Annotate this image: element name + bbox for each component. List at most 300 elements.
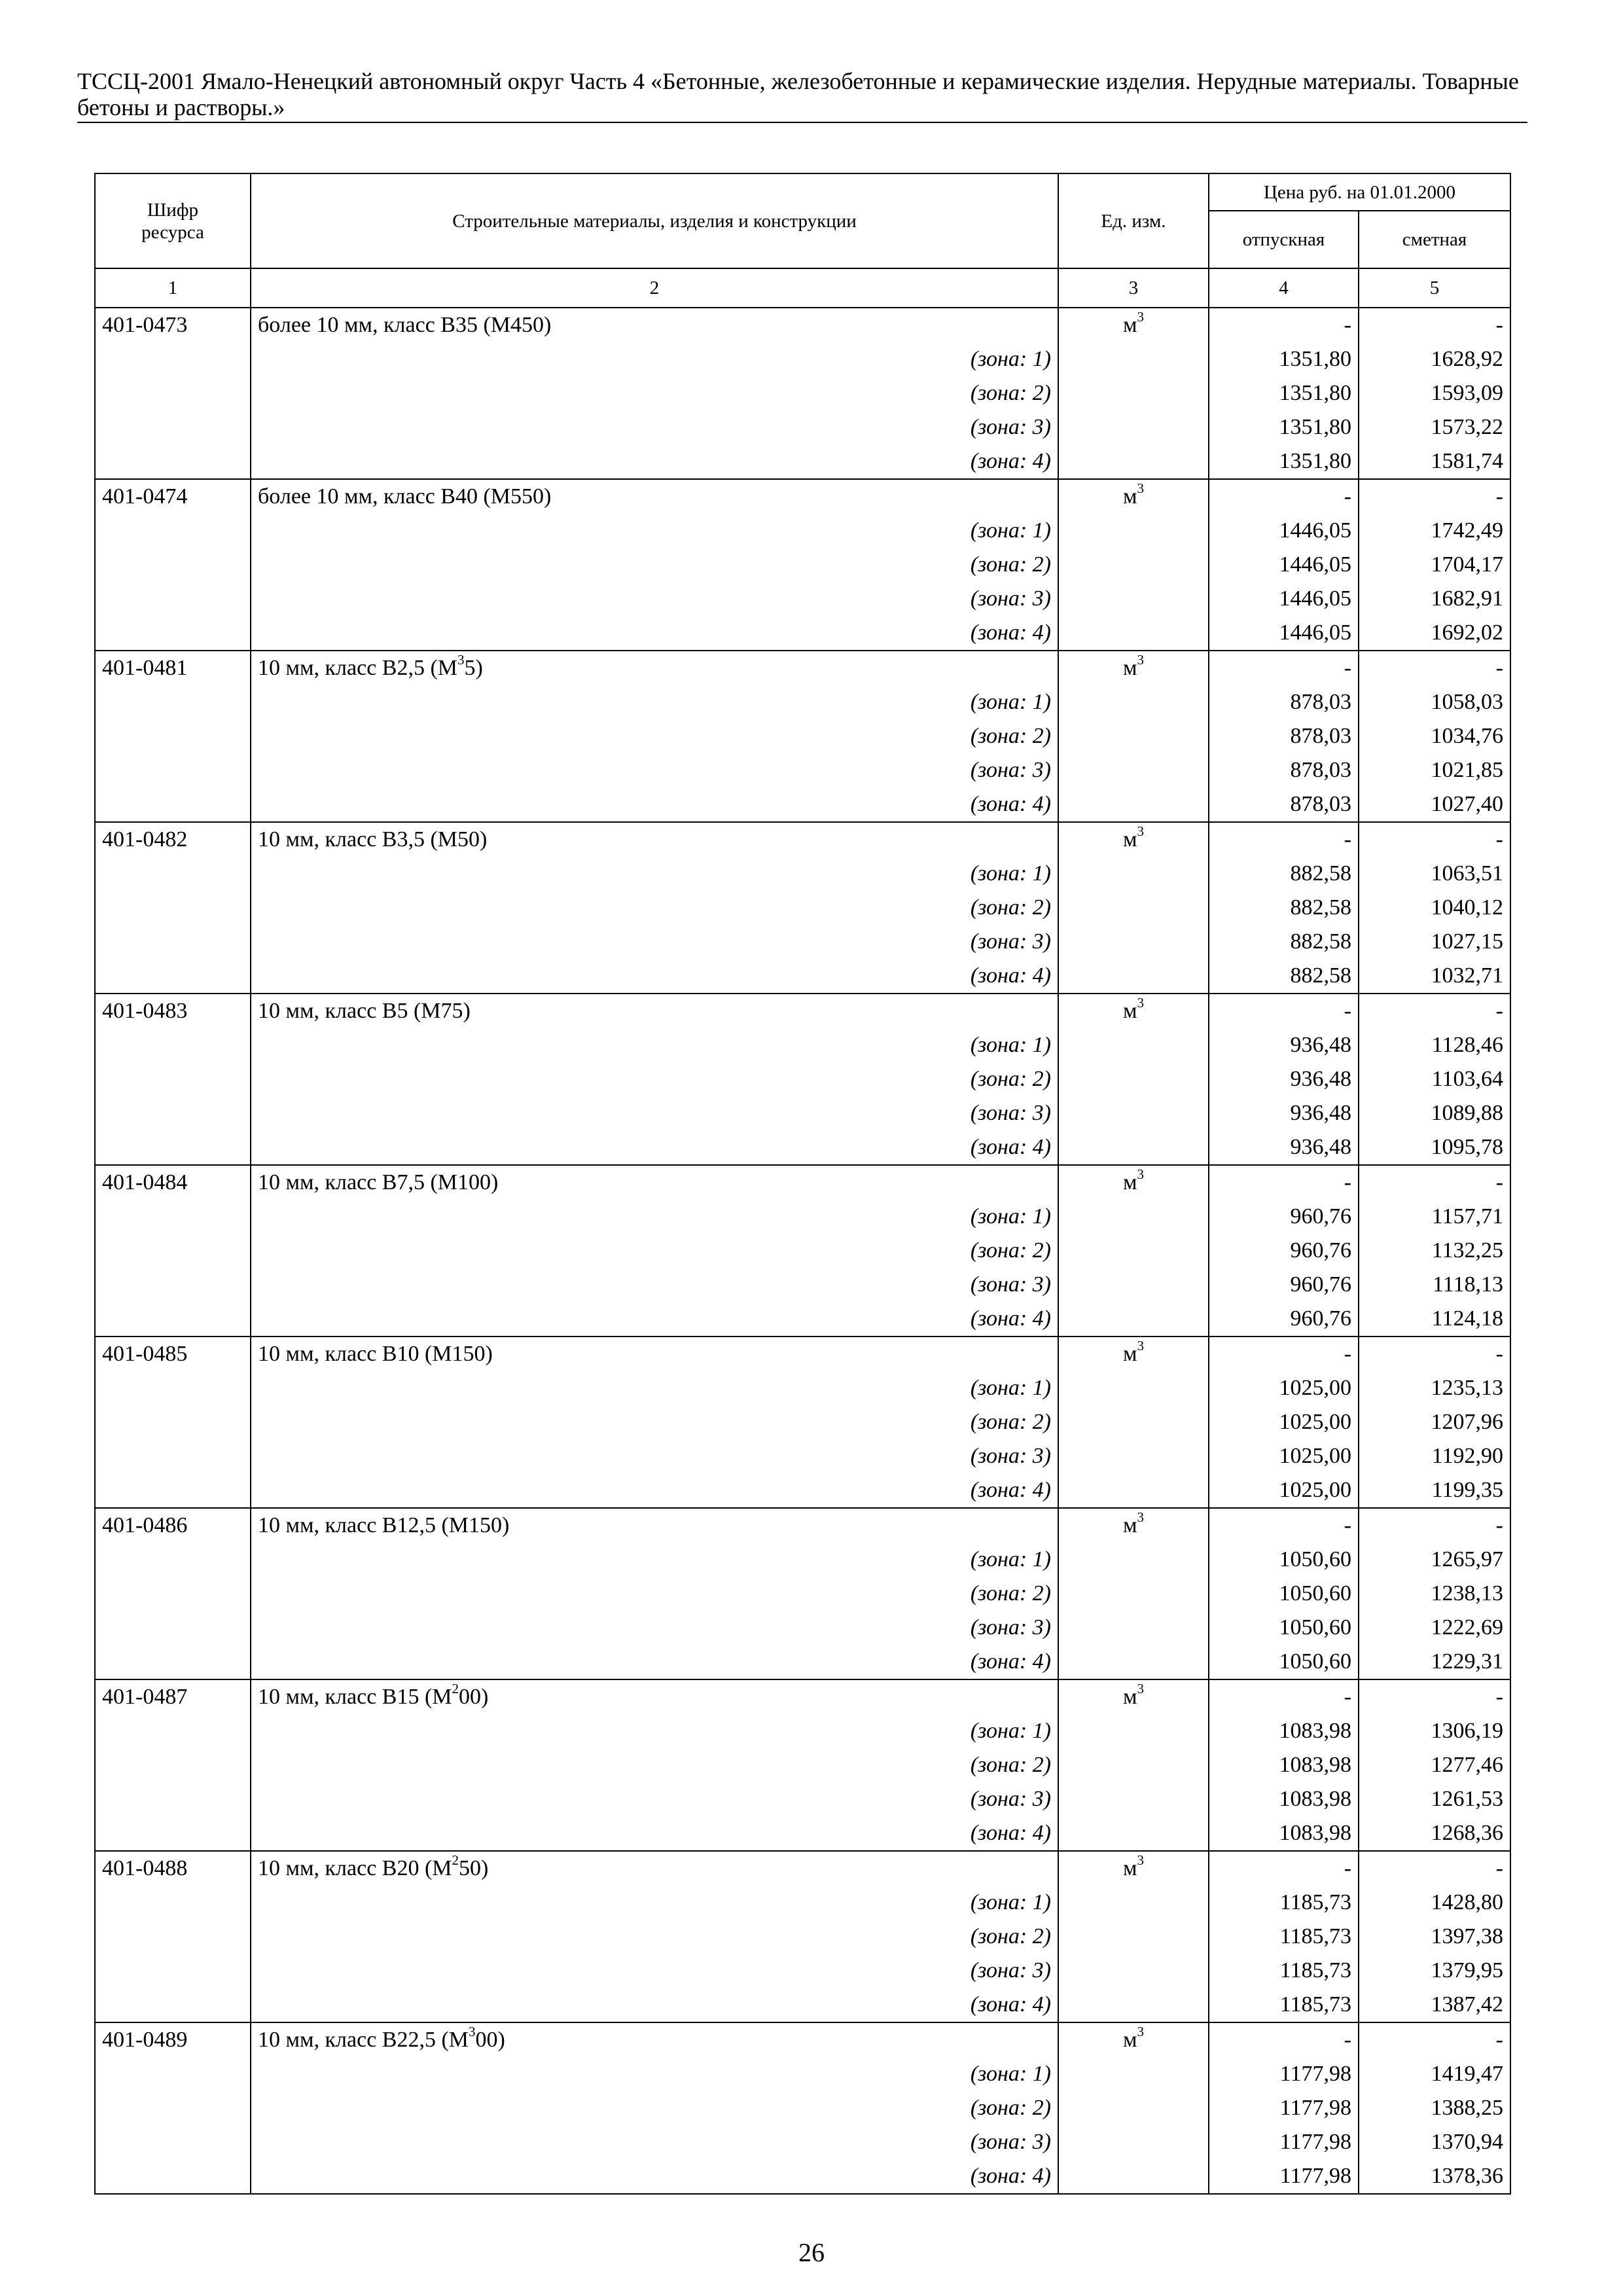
column-number: 5 xyxy=(1359,268,1510,308)
release-price: 1050,60 xyxy=(1209,1611,1359,1645)
zone-row xyxy=(95,1577,1510,1611)
empty-cell xyxy=(95,1028,251,1062)
resource-row xyxy=(95,1165,1510,1200)
unit-cell xyxy=(1058,1851,1209,1886)
estimate-price: 1199,35 xyxy=(1359,1473,1510,1508)
empty-cell xyxy=(95,719,251,753)
estimate-price: 1306,19 xyxy=(1359,1714,1510,1748)
release-price-dash: - xyxy=(1209,1851,1359,1886)
release-price: 1025,00 xyxy=(1209,1405,1359,1439)
zone-row xyxy=(95,376,1510,410)
resource-name-text: 10 мм, класс В22,5 (М xyxy=(258,2028,469,2052)
resource-name-text: 00) xyxy=(475,2028,505,2052)
estimate-price: 1229,31 xyxy=(1359,1645,1510,1679)
release-price-dash: - xyxy=(1209,994,1359,1028)
zone-row xyxy=(95,959,1510,994)
release-price-dash: - xyxy=(1209,1508,1359,1543)
zone-label: (зона: 3) xyxy=(251,753,1058,787)
estimate-price-dash: - xyxy=(1359,1851,1510,1886)
resource-row xyxy=(95,1851,1510,1886)
empty-cell xyxy=(1058,685,1209,719)
release-price: 882,58 xyxy=(1209,925,1359,959)
empty-cell xyxy=(95,891,251,925)
zone-row xyxy=(95,2159,1510,2194)
zone-row xyxy=(95,2125,1510,2159)
resource-name-superscript: 2 xyxy=(452,1680,459,1696)
empty-cell xyxy=(1058,1062,1209,1096)
empty-cell xyxy=(1058,2091,1209,2125)
empty-cell xyxy=(95,1405,251,1439)
estimate-price: 1124,18 xyxy=(1359,1302,1510,1336)
header-divider xyxy=(77,122,1527,123)
release-price: 1446,05 xyxy=(1209,514,1359,548)
release-price: 1177,98 xyxy=(1209,2091,1359,2125)
resource-row xyxy=(95,1679,1510,1714)
unit-cell xyxy=(1058,1508,1209,1543)
resource-code: 401-0485 xyxy=(95,1336,251,1371)
empty-cell xyxy=(95,959,251,994)
release-price: 1177,98 xyxy=(1209,2057,1359,2091)
unit-base: м xyxy=(1122,1685,1137,1709)
estimate-price: 1268,36 xyxy=(1359,1816,1510,1851)
zone-row xyxy=(95,1988,1510,2022)
empty-cell xyxy=(95,1577,251,1611)
release-price-dash: - xyxy=(1209,308,1359,342)
empty-cell xyxy=(95,548,251,582)
estimate-price-dash: - xyxy=(1359,994,1510,1028)
empty-cell xyxy=(95,2159,251,2194)
resource-code: 401-0486 xyxy=(95,1508,251,1543)
zone-label: (зона: 2) xyxy=(251,2091,1058,2125)
estimate-price: 1021,85 xyxy=(1359,753,1510,787)
zone-row xyxy=(95,1096,1510,1130)
zone-row xyxy=(95,787,1510,822)
resource-group xyxy=(95,1336,1510,1508)
estimate-price: 1157,71 xyxy=(1359,1200,1510,1234)
release-price: 878,03 xyxy=(1209,685,1359,719)
release-price: 882,58 xyxy=(1209,891,1359,925)
unit-base: м xyxy=(1122,313,1137,337)
unit-base: м xyxy=(1122,999,1137,1023)
zone-label: (зона: 1) xyxy=(251,685,1058,719)
empty-cell xyxy=(1058,2125,1209,2159)
estimate-price: 1742,49 xyxy=(1359,514,1510,548)
empty-cell xyxy=(1058,2057,1209,2091)
estimate-price-dash: - xyxy=(1359,1508,1510,1543)
zone-label: (зона: 1) xyxy=(251,1886,1058,1920)
zone-label: (зона: 4) xyxy=(251,1130,1058,1165)
empty-cell xyxy=(1058,342,1209,376)
empty-cell xyxy=(95,342,251,376)
release-price-dash: - xyxy=(1209,1336,1359,1371)
zone-row xyxy=(95,1268,1510,1302)
estimate-price: 1419,47 xyxy=(1359,2057,1510,2091)
estimate-price: 1581,74 xyxy=(1359,444,1510,479)
empty-cell xyxy=(95,1200,251,1234)
resource-group xyxy=(95,1851,1510,2022)
page-number: 26 xyxy=(798,2238,825,2267)
empty-cell xyxy=(1058,1130,1209,1165)
resource-name-text: 50) xyxy=(459,1856,489,1880)
zone-label: (зона: 4) xyxy=(251,1816,1058,1851)
estimate-price: 1235,13 xyxy=(1359,1371,1510,1405)
zone-label: (зона: 2) xyxy=(251,1062,1058,1096)
estimate-price: 1573,22 xyxy=(1359,410,1510,444)
zone-row xyxy=(95,1920,1510,1954)
resource-name-superscript: 3 xyxy=(457,651,465,668)
unit-power: 3 xyxy=(1137,651,1144,668)
empty-cell xyxy=(1058,1782,1209,1816)
estimate-price: 1593,09 xyxy=(1359,376,1510,410)
release-price-dash: - xyxy=(1209,1679,1359,1714)
zone-label: (зона: 2) xyxy=(251,376,1058,410)
zone-label: (зона: 3) xyxy=(251,1268,1058,1302)
empty-cell xyxy=(1058,514,1209,548)
empty-cell xyxy=(1058,376,1209,410)
unit-base: м xyxy=(1122,1170,1137,1194)
empty-cell xyxy=(95,1439,251,1473)
empty-cell xyxy=(1058,719,1209,753)
unit-power: 3 xyxy=(1137,1166,1144,1182)
zone-row xyxy=(95,444,1510,479)
empty-cell xyxy=(95,1268,251,1302)
release-price: 1446,05 xyxy=(1209,548,1359,582)
empty-cell xyxy=(95,1062,251,1096)
estimate-price: 1192,90 xyxy=(1359,1439,1510,1473)
estimate-price: 1628,92 xyxy=(1359,342,1510,376)
empty-cell xyxy=(95,1302,251,1336)
release-price: 1083,98 xyxy=(1209,1748,1359,1782)
estimate-price-dash: - xyxy=(1359,1165,1510,1200)
release-price: 1185,73 xyxy=(1209,1886,1359,1920)
zone-label: (зона: 1) xyxy=(251,1200,1058,1234)
zone-row xyxy=(95,1748,1510,1782)
resource-row xyxy=(95,994,1510,1028)
empty-cell xyxy=(1058,1543,1209,1577)
zone-label: (зона: 1) xyxy=(251,1543,1058,1577)
resource-code: 401-0483 xyxy=(95,994,251,1028)
zone-row xyxy=(95,1543,1510,1577)
release-price: 882,58 xyxy=(1209,959,1359,994)
empty-cell xyxy=(1058,582,1209,616)
release-price: 1083,98 xyxy=(1209,1782,1359,1816)
zone-row xyxy=(95,548,1510,582)
estimate-price: 1682,91 xyxy=(1359,582,1510,616)
resource-code: 401-0488 xyxy=(95,1851,251,1886)
estimate-price-dash: - xyxy=(1359,1679,1510,1714)
zone-label: (зона: 2) xyxy=(251,1234,1058,1268)
empty-cell xyxy=(1058,2159,1209,2194)
resource-row xyxy=(95,651,1510,685)
resource-name-text: 5) xyxy=(464,656,483,680)
unit-cell xyxy=(1058,651,1209,685)
empty-cell xyxy=(95,376,251,410)
zone-label: (зона: 4) xyxy=(251,1988,1058,2022)
release-price: 1446,05 xyxy=(1209,582,1359,616)
resource-code: 401-0481 xyxy=(95,651,251,685)
estimate-price: 1277,46 xyxy=(1359,1748,1510,1782)
resource-group xyxy=(95,1679,1510,1851)
empty-cell xyxy=(1058,1028,1209,1062)
empty-cell xyxy=(95,2125,251,2159)
empty-cell xyxy=(95,1816,251,1851)
release-price: 1351,80 xyxy=(1209,376,1359,410)
resource-code: 401-0484 xyxy=(95,1165,251,1200)
zone-label: (зона: 3) xyxy=(251,2125,1058,2159)
empty-cell xyxy=(95,857,251,891)
unit-cell xyxy=(1058,1165,1209,1200)
empty-cell xyxy=(95,1645,251,1679)
resource-name xyxy=(251,1851,1058,1886)
estimate-price: 1089,88 xyxy=(1359,1096,1510,1130)
zone-label: (зона: 4) xyxy=(251,1473,1058,1508)
unit-power: 3 xyxy=(1137,994,1144,1011)
estimate-price-dash: - xyxy=(1359,479,1510,514)
zone-label: (зона: 1) xyxy=(251,1371,1058,1405)
zone-row xyxy=(95,1405,1510,1439)
empty-cell xyxy=(95,1782,251,1816)
release-price: 1083,98 xyxy=(1209,1714,1359,1748)
resource-group xyxy=(95,994,1510,1165)
zone-row xyxy=(95,1611,1510,1645)
zone-label: (зона: 3) xyxy=(251,582,1058,616)
empty-cell xyxy=(95,444,251,479)
zone-label: (зона: 1) xyxy=(251,342,1058,376)
estimate-price: 1207,96 xyxy=(1359,1405,1510,1439)
resource-name xyxy=(251,651,1058,685)
resource-name xyxy=(251,1679,1058,1714)
zone-row xyxy=(95,1234,1510,1268)
zone-row xyxy=(95,616,1510,651)
release-price: 878,03 xyxy=(1209,753,1359,787)
estimate-price: 1040,12 xyxy=(1359,891,1510,925)
zone-row xyxy=(95,410,1510,444)
release-price-dash: - xyxy=(1209,651,1359,685)
release-price: 1050,60 xyxy=(1209,1543,1359,1577)
release-price: 936,48 xyxy=(1209,1062,1359,1096)
header-estimate: сметная xyxy=(1359,211,1510,268)
zone-label: (зона: 3) xyxy=(251,1096,1058,1130)
unit-base: м xyxy=(1122,827,1137,852)
empty-cell xyxy=(1058,959,1209,994)
empty-cell xyxy=(95,2057,251,2091)
release-price: 1177,98 xyxy=(1209,2125,1359,2159)
estimate-price: 1238,13 xyxy=(1359,1577,1510,1611)
resource-row xyxy=(95,2022,1510,2057)
empty-cell xyxy=(1058,1302,1209,1336)
estimate-price: 1103,64 xyxy=(1359,1062,1510,1096)
resource-code: 401-0482 xyxy=(95,822,251,857)
release-price: 1025,00 xyxy=(1209,1473,1359,1508)
unit-power: 3 xyxy=(1137,480,1144,496)
empty-cell xyxy=(95,1920,251,1954)
header-unit: Ед. изм. xyxy=(1058,173,1209,268)
resource-row xyxy=(95,479,1510,514)
zone-row xyxy=(95,1782,1510,1816)
resource-name: 10 мм, класс В12,5 (М150) xyxy=(251,1508,1058,1543)
zone-label: (зона: 3) xyxy=(251,925,1058,959)
empty-cell xyxy=(1058,444,1209,479)
estimate-price: 1388,25 xyxy=(1359,2091,1510,2125)
empty-cell xyxy=(1058,1577,1209,1611)
estimate-price: 1261,53 xyxy=(1359,1782,1510,1816)
release-price: 960,76 xyxy=(1209,1302,1359,1336)
release-price: 878,03 xyxy=(1209,787,1359,822)
zone-label: (зона: 2) xyxy=(251,891,1058,925)
unit-cell xyxy=(1058,822,1209,857)
empty-cell xyxy=(1058,925,1209,959)
zone-row xyxy=(95,685,1510,719)
zone-row xyxy=(95,514,1510,548)
empty-cell xyxy=(95,1954,251,1988)
empty-cell xyxy=(95,685,251,719)
estimate-price: 1704,17 xyxy=(1359,548,1510,582)
empty-cell xyxy=(95,2091,251,2125)
unit-power: 3 xyxy=(1137,823,1144,839)
empty-cell xyxy=(1058,616,1209,651)
resource-group xyxy=(95,1508,1510,1679)
unit-cell xyxy=(1058,479,1209,514)
resource-row xyxy=(95,1336,1510,1371)
unit-power: 3 xyxy=(1137,2023,1144,2039)
zone-label: (зона: 1) xyxy=(251,1714,1058,1748)
resource-code: 401-0489 xyxy=(95,2022,251,2057)
empty-cell xyxy=(95,787,251,822)
estimate-price: 1692,02 xyxy=(1359,616,1510,651)
zone-row xyxy=(95,1886,1510,1920)
unit-cell xyxy=(1058,1679,1209,1714)
empty-cell xyxy=(1058,857,1209,891)
resource-name-text: 00) xyxy=(459,1685,489,1709)
resource-name: 10 мм, класс В10 (М150) xyxy=(251,1336,1058,1371)
zone-row xyxy=(95,753,1510,787)
zone-label: (зона: 3) xyxy=(251,1782,1058,1816)
column-number: 1 xyxy=(95,268,251,308)
release-price-dash: - xyxy=(1209,479,1359,514)
zone-row xyxy=(95,857,1510,891)
unit-base: м xyxy=(1122,656,1137,680)
estimate-price-dash: - xyxy=(1359,308,1510,342)
zone-row xyxy=(95,1371,1510,1405)
empty-cell xyxy=(95,1988,251,2022)
estimate-price-dash: - xyxy=(1359,822,1510,857)
empty-cell xyxy=(1058,1234,1209,1268)
resource-group xyxy=(95,822,1510,994)
release-price: 960,76 xyxy=(1209,1268,1359,1302)
zone-label: (зона: 3) xyxy=(251,1611,1058,1645)
estimate-price-dash: - xyxy=(1359,2022,1510,2057)
estimate-price: 1027,15 xyxy=(1359,925,1510,959)
column-number: 4 xyxy=(1209,268,1359,308)
zone-row xyxy=(95,891,1510,925)
zone-row xyxy=(95,1473,1510,1508)
zone-label: (зона: 4) xyxy=(251,1645,1058,1679)
empty-cell xyxy=(95,1473,251,1508)
empty-cell xyxy=(1058,1611,1209,1645)
price-table xyxy=(94,173,1511,2195)
resource-code: 401-0474 xyxy=(95,479,251,514)
estimate-price-dash: - xyxy=(1359,651,1510,685)
estimate-price: 1034,76 xyxy=(1359,719,1510,753)
zone-label: (зона: 3) xyxy=(251,410,1058,444)
release-price-dash: - xyxy=(1209,2022,1359,2057)
resource-name-superscript: 3 xyxy=(469,2023,476,2039)
empty-cell xyxy=(95,410,251,444)
empty-cell xyxy=(95,1096,251,1130)
zone-label: (зона: 4) xyxy=(251,959,1058,994)
release-price: 882,58 xyxy=(1209,857,1359,891)
document-header: ТССЦ-2001 Ямало-Ненецкий автономный округ Часть 4 «Бетонные, железобетонные и керамические изделия. Нерудные материалы. Товарные бетоны и растворы.» xyxy=(77,68,1519,120)
unit-base: м xyxy=(1122,1513,1137,1537)
unit-power: 3 xyxy=(1137,1337,1144,1354)
unit-cell xyxy=(1058,1336,1209,1371)
release-price: 1185,73 xyxy=(1209,1988,1359,2022)
zone-label: (зона: 4) xyxy=(251,444,1058,479)
zone-label: (зона: 1) xyxy=(251,2057,1058,2091)
empty-cell xyxy=(1058,1748,1209,1782)
resource-name: 10 мм, класс В7,5 (М100) xyxy=(251,1165,1058,1200)
resource-row xyxy=(95,822,1510,857)
zone-label: (зона: 2) xyxy=(251,1920,1058,1954)
release-price: 1185,73 xyxy=(1209,1954,1359,1988)
estimate-price: 1387,42 xyxy=(1359,1988,1510,2022)
release-price: 1351,80 xyxy=(1209,410,1359,444)
empty-cell xyxy=(95,1714,251,1748)
zone-row xyxy=(95,1062,1510,1096)
unit-power: 3 xyxy=(1137,1509,1144,1525)
zone-label: (зона: 2) xyxy=(251,1748,1058,1782)
empty-cell xyxy=(95,925,251,959)
estimate-price: 1132,25 xyxy=(1359,1234,1510,1268)
release-price: 1351,80 xyxy=(1209,444,1359,479)
zone-row xyxy=(95,342,1510,376)
header-name: Строительные материалы, изделия и конструкции xyxy=(251,173,1058,268)
column-number: 2 xyxy=(251,268,1058,308)
resource-code: 401-0487 xyxy=(95,1679,251,1714)
zone-label: (зона: 1) xyxy=(251,857,1058,891)
empty-cell xyxy=(1058,753,1209,787)
zone-row xyxy=(95,925,1510,959)
unit-cell xyxy=(1058,308,1209,342)
estimate-price: 1397,38 xyxy=(1359,1920,1510,1954)
zone-row xyxy=(95,2057,1510,2091)
resource-name-text: 10 мм, класс В2,5 (М xyxy=(258,656,458,680)
resource-name: более 10 мм, класс В35 (М450) xyxy=(251,308,1058,342)
zone-row xyxy=(95,582,1510,616)
empty-cell xyxy=(1058,1816,1209,1851)
release-price: 936,48 xyxy=(1209,1028,1359,1062)
zone-row xyxy=(95,1028,1510,1062)
resource-row xyxy=(95,308,1510,342)
empty-cell xyxy=(95,582,251,616)
header-price-group: Цена руб. на 01.01.2000 xyxy=(1209,173,1510,211)
release-price: 1050,60 xyxy=(1209,1577,1359,1611)
empty-cell xyxy=(95,1234,251,1268)
empty-cell xyxy=(1058,1268,1209,1302)
resource-name: более 10 мм, класс В40 (М550) xyxy=(251,479,1058,514)
zone-row xyxy=(95,1302,1510,1336)
estimate-price: 1265,97 xyxy=(1359,1543,1510,1577)
zone-label: (зона: 4) xyxy=(251,1302,1058,1336)
zone-label: (зона: 4) xyxy=(251,787,1058,822)
resource-name: 10 мм, класс В5 (М75) xyxy=(251,994,1058,1028)
empty-cell xyxy=(1058,1886,1209,1920)
empty-cell xyxy=(1058,1405,1209,1439)
estimate-price: 1095,78 xyxy=(1359,1130,1510,1165)
zone-row xyxy=(95,719,1510,753)
zone-label: (зона: 1) xyxy=(251,1028,1058,1062)
column-number: 3 xyxy=(1058,268,1209,308)
